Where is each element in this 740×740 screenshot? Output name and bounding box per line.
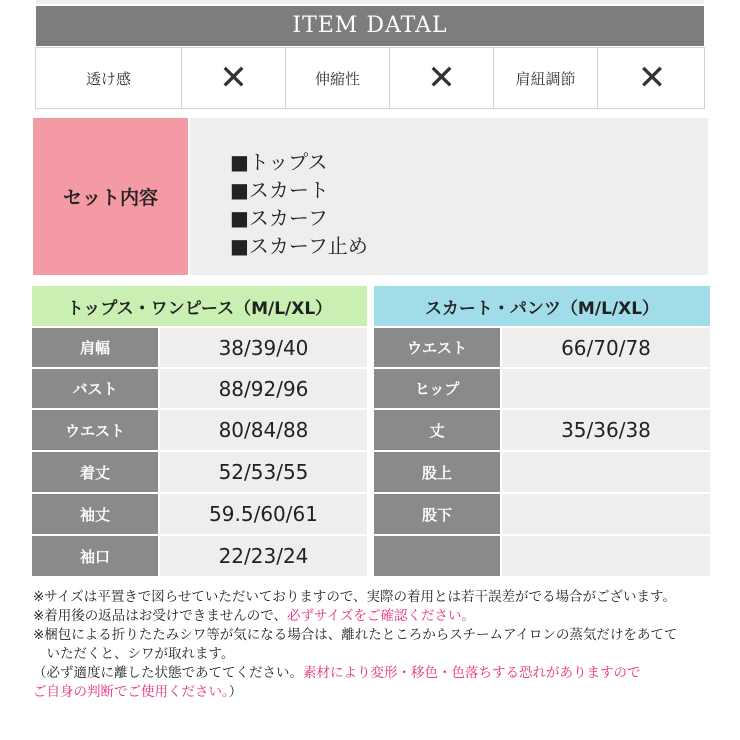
note-return-warning: 必ずサイズをご確認ください。 (287, 608, 475, 624)
bottoms-label-hip: ヒップ (374, 369, 500, 408)
tops-label-shoulder: 肩幅 (32, 328, 158, 367)
bottoms-value-rise (502, 452, 710, 492)
strap-adjust-label: 肩紐調節 (494, 48, 598, 108)
bottoms-value-length: 35/36/38 (502, 410, 710, 450)
tops-table-title: トップス・ワンピース（M/L/XL） (32, 286, 367, 326)
tops-label-sleeve: 袖丈 (32, 494, 158, 534)
bottoms-label-rise: 股上 (374, 452, 500, 492)
see-through-value: ✕ (182, 48, 286, 108)
bottoms-table-title: スカート・パンツ（M/L/XL） (374, 286, 710, 326)
bottoms-value-hip (502, 369, 710, 408)
bottoms-label-length: 丈 (374, 410, 500, 450)
bottoms-value-empty (502, 536, 710, 576)
set-item-scarf-clip: ■スカーフ止め (230, 234, 368, 258)
note-judgment-warning: ご自身の判断でご使用ください。 (33, 684, 229, 700)
tops-label-length: 着丈 (32, 452, 158, 492)
tops-label-bust: バスト (32, 369, 158, 408)
tops-label-cuff: 袖口 (32, 536, 158, 576)
item-detail-header: ITEM DATAL (36, 6, 704, 46)
tops-value-bust: 88/92/96 (160, 369, 367, 408)
bottoms-value-waist: 66/70/78 (502, 328, 710, 367)
note-measure: ※サイズは平置きで図らせていただいておりますので、実際の着用とは若干誤差がでる場合がございます。 (33, 589, 676, 605)
bottoms-label-waist: ウエスト (374, 328, 500, 367)
note-wrinkle: ※梱包による折りたたみシワ等が気になる場合は、離れたところからスチームアイロンの蒸気だけをあてて (33, 627, 678, 643)
tops-value-waist: 80/84/88 (160, 410, 367, 450)
size-notes (33, 588, 713, 702)
tops-label-waist: ウエスト (32, 410, 158, 450)
stretch-label: 伸縮性 (286, 48, 390, 108)
set-contents-list (190, 118, 708, 275)
set-item-skirt: ■スカート (230, 178, 329, 202)
bottoms-value-inseam (502, 494, 710, 534)
top-divider (36, 0, 704, 4)
note-wrinkle-cont: いただくと、シワが取れます。 (33, 646, 235, 662)
note-return (33, 607, 713, 626)
tops-value-length: 52/53/55 (160, 452, 367, 492)
bottoms-label-inseam: 股下 (374, 494, 500, 534)
see-through-label: 透け感 (36, 48, 182, 108)
tops-value-sleeve: 59.5/60/61 (160, 494, 367, 534)
strap-adjust-value: ✕ (637, 58, 667, 98)
note-steam-warning: 素材により変形・移色・色落ちする恐れがありますので (303, 665, 641, 681)
tops-value-cuff: 22/23/24 (160, 536, 367, 576)
set-contents-label: セット内容 (33, 118, 188, 275)
tops-value-shoulder: 38/39/40 (160, 328, 367, 367)
stretch-value: ✕ (390, 48, 494, 108)
note-steam (33, 664, 713, 683)
note-steam-text: （必ず適度に離した状態であててください。 (33, 665, 303, 681)
note-judgment-close: ） (228, 684, 243, 700)
set-item-scarf: ■スカーフ (230, 206, 328, 230)
note-judgment (33, 683, 713, 702)
set-item-tops: ■トップス (230, 150, 328, 174)
bottoms-label-empty (374, 536, 500, 576)
attribute-row (35, 47, 705, 109)
note-return-text: ※着用後の返品はお受けできませんので、 (33, 608, 288, 624)
